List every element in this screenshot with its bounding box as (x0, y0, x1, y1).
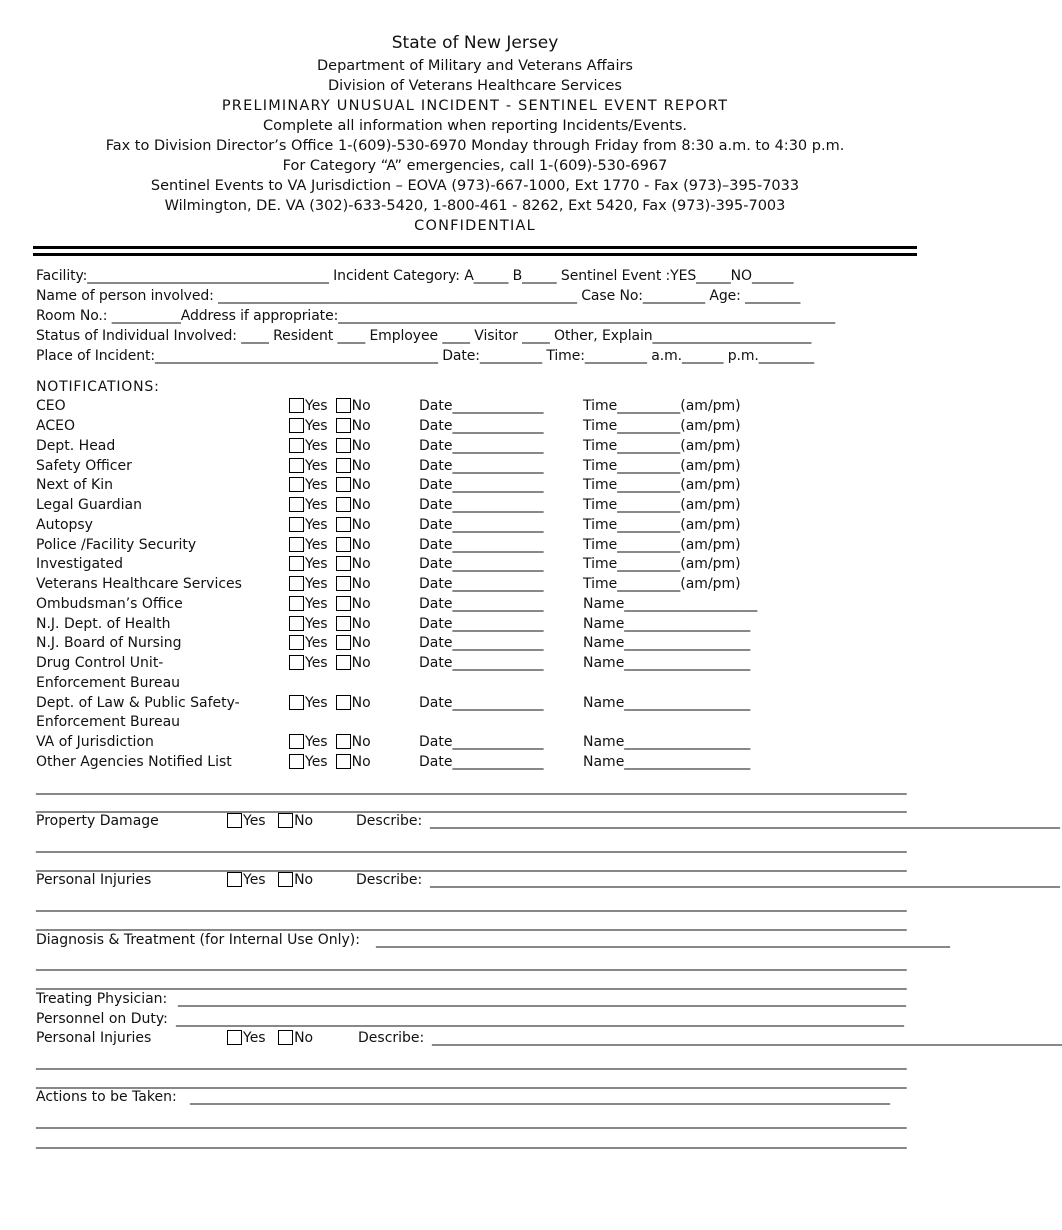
personal-injuries-yes-checkbox[interactable] (227, 872, 242, 887)
notification-label-dept-of-law-public-safety: Dept. of Law & Public Safety- (36, 695, 240, 711)
notification-extra-field[interactable]: Time_________(am/pm) (583, 497, 741, 513)
property-damage-describe-label: Describe: (356, 813, 423, 829)
notification-date-field[interactable]: Date_____________ (419, 458, 544, 474)
property-damage-yes-no: Yes No (227, 812, 313, 832)
no-label: No (351, 596, 371, 612)
notification-yes-no-next-of-kin (289, 476, 371, 496)
notification-date-field[interactable]: Date_____________ (419, 438, 544, 454)
no-checkbox[interactable] (336, 655, 351, 670)
yes-checkbox[interactable] (289, 695, 304, 710)
header-state: State of New Jersey (391, 33, 559, 53)
blank-line[interactable]: ________________________________________________________________________________________________________________________________ (36, 955, 907, 971)
person-involved-line[interactable]: Name of person involved: ____________________________________________________ Case No:_________ Age: ________ (36, 288, 801, 304)
notification-yes-no-n-j-board-of-nursing (289, 634, 371, 654)
notification-yes-no-drug-control-unit (289, 654, 371, 674)
notification-date-field[interactable]: Date_____________ (419, 537, 544, 553)
notification-extra-field[interactable]: Time_________(am/pm) (583, 576, 741, 592)
yes-checkbox[interactable] (289, 537, 304, 552)
property-damage-yes-checkbox[interactable] (227, 813, 242, 828)
header-divider-bottom (33, 253, 917, 256)
personal-injuries-2-describe-line[interactable]: __________________________________________________________________________________________ (432, 1030, 1062, 1046)
notification-yes-no-ceo (289, 397, 371, 417)
notification-label-n-j-board-of-nursing: N.J. Board of Nursing (36, 635, 182, 651)
yes-label: Yes (305, 517, 328, 533)
personnel-on-duty-line[interactable]: ________________________________________________________________________________________________________ (176, 1011, 904, 1027)
notification-yes-no-aceo (289, 417, 371, 437)
yes-checkbox[interactable] (289, 576, 304, 591)
notification-extra-field[interactable]: Time_________(am/pm) (583, 418, 741, 434)
notification-yes-no-investigated (289, 555, 371, 575)
no-label: No (351, 517, 371, 533)
blank-line[interactable]: ________________________________________________________________________________________________________________________________ (36, 1133, 907, 1149)
yes-checkbox[interactable] (289, 398, 304, 413)
header-sentinel-va: Sentinel Events to VA Jurisdiction – EOVA (973)-667-1000, Ext 1770 - Fax (973)–395-7033 (150, 178, 800, 194)
actions-line[interactable]: ____________________________________________________________________________________________________ (190, 1089, 890, 1105)
report-title: PRELIMINARY UNUSUAL INCIDENT - SENTINEL EVENT REPORT (221, 98, 729, 114)
facility-line[interactable]: Facility:___________________________________ Incident Category: A_____ B_____ Sentinel Event :YES_____NO______ (36, 268, 794, 284)
no-checkbox[interactable] (336, 635, 351, 650)
treating-physician-line[interactable]: ________________________________________________________________________________________________________ (178, 991, 906, 1007)
blank-line[interactable]: ________________________________________________________________________________________________________________________________ (36, 837, 907, 853)
notification-date-field[interactable]: Date_____________ (419, 576, 544, 592)
notification-date-field[interactable]: Date_____________ (419, 655, 544, 671)
header-instruction: Complete all information when reporting Incidents/Events. (262, 118, 688, 134)
blank-line[interactable]: ________________________________________________________________________________________________________________________________ (36, 779, 907, 795)
no-label: No (351, 616, 371, 632)
no-checkbox[interactable] (336, 616, 351, 631)
notification-label-legal-guardian: Legal Guardian (36, 497, 143, 513)
blank-line[interactable]: ________________________________________________________________________________________________________________________________ (36, 896, 907, 912)
notification-yes-no-dept-of-law-public-safety (289, 694, 371, 714)
personnel-on-duty-label: Personnel on Duty: (36, 1011, 168, 1027)
blank-line[interactable]: ________________________________________________________________________________________________________________________________ (36, 1054, 907, 1070)
blank-line[interactable]: ________________________________________________________________________________________________________________________________ (36, 1113, 907, 1129)
no-checkbox[interactable] (336, 695, 351, 710)
personal-injuries-yes-no: Yes No (227, 871, 313, 891)
yes-checkbox[interactable] (289, 497, 304, 512)
diagnosis-label: Diagnosis & Treatment (for Internal Use Only): (36, 932, 360, 948)
notifications-heading: NOTIFICATIONS: (36, 379, 160, 395)
notification-date-field[interactable]: Date_____________ (419, 556, 544, 572)
notification-date-field[interactable]: Date_____________ (419, 695, 544, 711)
notification-label-police-facility-security: Police /Facility Security (36, 537, 197, 553)
blank-line[interactable]: ________________________________________________________________________________________________________________________________ (36, 856, 907, 872)
header-fax: Fax to Division Director’s Office 1-(609)-530-6970 Monday through Friday from 8:30 a.m. to 4:30 p.m. (105, 138, 845, 154)
yes-checkbox[interactable] (289, 655, 304, 670)
notification-extra-field[interactable]: Name__________________ (583, 695, 751, 711)
notification-extra-field[interactable]: Time_________(am/pm) (583, 556, 741, 572)
yes-label: Yes (305, 576, 328, 592)
no-checkbox[interactable] (336, 477, 351, 492)
header-department: Department of Military and Veterans Affairs (316, 58, 633, 74)
notification-extra-field[interactable]: Name__________________ (583, 616, 751, 632)
notification-extra-field[interactable]: Time_________(am/pm) (583, 398, 741, 414)
notification-yes-no-veterans-healthcare-services (289, 575, 371, 595)
notification-yes-no-autopsy (289, 516, 371, 536)
no-label: No (351, 635, 371, 651)
notification-label-aceo: ACEO (36, 418, 75, 434)
notification-date-field[interactable]: Date_____________ (419, 497, 544, 513)
notification-extra-field[interactable]: Name__________________ (583, 655, 751, 671)
notification-label-continuation: Enforcement Bureau (36, 714, 181, 730)
notification-label-autopsy: Autopsy (36, 517, 93, 533)
no-checkbox[interactable] (336, 438, 351, 453)
yes-label: Yes (305, 616, 328, 632)
personal-injuries-2-yes-checkbox[interactable] (227, 1030, 242, 1045)
yes-label: Yes (305, 438, 328, 454)
notification-yes-no-legal-guardian (289, 496, 371, 516)
no-checkbox[interactable] (336, 458, 351, 473)
no-checkbox[interactable] (336, 517, 351, 532)
no-checkbox[interactable] (336, 754, 351, 769)
personal-injuries-describe-label: Describe: (356, 872, 423, 888)
yes-checkbox[interactable] (289, 635, 304, 650)
yes-checkbox[interactable] (289, 556, 304, 571)
personal-injuries-2-yes-no: Yes No (227, 1029, 313, 1049)
notification-label-veterans-healthcare-services: Veterans Healthcare Services (36, 576, 242, 592)
notification-extra-field[interactable]: Time_________(am/pm) (583, 458, 741, 474)
yes-checkbox[interactable] (289, 458, 304, 473)
header-divider-top (33, 246, 917, 249)
property-damage-label: Property Damage (36, 813, 159, 829)
yes-checkbox[interactable] (289, 438, 304, 453)
notification-label-drug-control-unit: Drug Control Unit- (36, 655, 164, 671)
no-checkbox[interactable] (336, 734, 351, 749)
notification-extra-field[interactable]: Name___________________ (583, 596, 758, 612)
notification-yes-no-safety-officer (289, 457, 371, 477)
personal-injuries-2-describe-label: Describe: (358, 1030, 425, 1046)
personal-injuries-label-2: Personal Injuries (36, 1030, 152, 1046)
notification-label-ombudsman-s-office: Ombudsman’s Office (36, 596, 183, 612)
blank-line[interactable]: ________________________________________________________________________________________________________________________________ (36, 974, 907, 990)
yes-label: Yes (305, 497, 328, 513)
no-checkbox[interactable] (336, 398, 351, 413)
property-damage-describe-line[interactable]: __________________________________________________________________________________________ (430, 813, 1060, 829)
yes-label: Yes (305, 398, 328, 414)
yes-label: Yes (305, 477, 328, 493)
no-label: No (351, 556, 371, 572)
no-label: No (351, 537, 371, 553)
no-label: No (351, 754, 371, 770)
no-label: No (351, 438, 371, 454)
notification-extra-field[interactable]: Name__________________ (583, 635, 751, 651)
status-individual-line[interactable]: Status of Individual Involved: ____ Resident ____ Employee ____ Visitor ____ Other, Explain_______________________ (36, 328, 812, 344)
notification-label-continuation: Enforcement Bureau (36, 675, 181, 691)
no-label: No (351, 477, 371, 493)
yes-checkbox[interactable] (289, 596, 304, 611)
notification-yes-no-police-facility-security (289, 536, 371, 556)
notification-label-investigated: Investigated (36, 556, 124, 572)
yes-checkbox[interactable] (289, 734, 304, 749)
notification-label-ceo: CEO (36, 398, 66, 414)
no-checkbox[interactable] (336, 418, 351, 433)
no-checkbox[interactable] (336, 537, 351, 552)
yes-label: Yes (305, 655, 328, 671)
no-label: No (351, 655, 371, 671)
place-incident-line[interactable]: Place of Incident:_________________________________________ Date:_________ Time:_________ a.m.______ p.m.________ (36, 348, 814, 364)
notification-yes-no-dept-head (289, 437, 371, 457)
header-emergency: For Category “A” emergencies, call 1-(609)-530-6967 (282, 158, 668, 174)
no-label: No (351, 418, 371, 434)
yes-checkbox[interactable] (289, 517, 304, 532)
personal-injuries-2-no-checkbox[interactable] (278, 1030, 293, 1045)
notification-date-field[interactable]: Date_____________ (419, 754, 544, 770)
yes-label: Yes (305, 695, 328, 711)
no-checkbox[interactable] (336, 576, 351, 591)
no-label: No (351, 695, 371, 711)
header-division: Division of Veterans Healthcare Services (328, 78, 622, 94)
yes-checkbox[interactable] (289, 477, 304, 492)
notification-date-field[interactable]: Date_____________ (419, 635, 544, 651)
notification-date-field[interactable]: Date_____________ (419, 517, 544, 533)
notification-date-field[interactable]: Date_____________ (419, 734, 544, 750)
yes-label: Yes (305, 537, 328, 553)
yes-label: Yes (305, 754, 328, 770)
no-checkbox[interactable] (336, 497, 351, 512)
yes-label: Yes (305, 635, 328, 651)
header-wilmington: Wilmington, DE. VA (302)-633-5420, 1-800-461 - 8262, Ext 5420, Fax (973)-395-7003 (164, 198, 786, 214)
confidential-label: CONFIDENTIAL (414, 218, 536, 234)
yes-label: Yes (305, 596, 328, 612)
yes-checkbox[interactable] (289, 616, 304, 631)
notification-extra-field[interactable]: Time_________(am/pm) (583, 517, 741, 533)
notification-label-next-of-kin: Next of Kin (36, 477, 113, 493)
blank-line[interactable]: ________________________________________________________________________________________________________________________________ (36, 1073, 907, 1089)
notification-extra-field[interactable]: Name__________________ (583, 754, 751, 770)
no-label: No (351, 458, 371, 474)
blank-line[interactable]: ________________________________________________________________________________________________________________________________ (36, 915, 907, 931)
yes-label: Yes (305, 734, 328, 750)
notification-date-field[interactable]: Date_____________ (419, 616, 544, 632)
property-damage-no-checkbox[interactable] (278, 813, 293, 828)
notification-label-other-agencies-notified-list: Other Agencies Notified List (36, 754, 232, 770)
no-label: No (351, 497, 371, 513)
no-checkbox[interactable] (336, 556, 351, 571)
notification-yes-no-n-j-dept-of-health (289, 615, 371, 635)
no-label: No (351, 576, 371, 592)
notification-date-field[interactable]: Date_____________ (419, 418, 544, 434)
notification-yes-no-va-of-jurisdiction (289, 733, 371, 753)
notification-extra-field[interactable]: Time_________(am/pm) (583, 477, 741, 493)
notification-label-va-of-jurisdiction: VA of Jurisdiction (36, 734, 154, 750)
yes-checkbox[interactable] (289, 418, 304, 433)
notification-label-safety-officer: Safety Officer (36, 458, 132, 474)
notification-label-n-j-dept-of-health: N.J. Dept. of Health (36, 616, 171, 632)
yes-label: Yes (305, 458, 328, 474)
actions-label: Actions to be Taken: (36, 1089, 177, 1105)
notification-extra-field[interactable]: Time_________(am/pm) (583, 537, 741, 553)
notification-date-field[interactable]: Date_____________ (419, 477, 544, 493)
notification-extra-field[interactable]: Time_________(am/pm) (583, 438, 741, 454)
personal-injuries-label: Personal Injuries (36, 872, 152, 888)
yes-label: Yes (305, 418, 328, 434)
notification-yes-no-other-agencies-notified-list (289, 753, 371, 773)
treating-physician-label: Treating Physician: (36, 991, 168, 1007)
diagnosis-line[interactable]: __________________________________________________________________________________ (376, 932, 950, 948)
room-address-line[interactable]: Room No.: __________Address if appropriate:________________________________________________________________________ (36, 308, 835, 324)
notification-date-field[interactable]: Date_____________ (419, 398, 544, 414)
notification-label-dept-head: Dept. Head (36, 438, 116, 454)
personal-injuries-describe-line[interactable]: __________________________________________________________________________________________ (430, 872, 1060, 888)
yes-checkbox[interactable] (289, 754, 304, 769)
blank-line[interactable]: ________________________________________________________________________________________________________________________________ (36, 797, 907, 813)
notification-yes-no-ombudsman-s-office (289, 595, 371, 615)
notification-extra-field[interactable]: Name__________________ (583, 734, 751, 750)
yes-label: Yes (305, 556, 328, 572)
no-label: No (351, 398, 371, 414)
no-label: No (351, 734, 371, 750)
no-checkbox[interactable] (336, 596, 351, 611)
personal-injuries-no-checkbox[interactable] (278, 872, 293, 887)
notification-date-field[interactable]: Date_____________ (419, 596, 544, 612)
